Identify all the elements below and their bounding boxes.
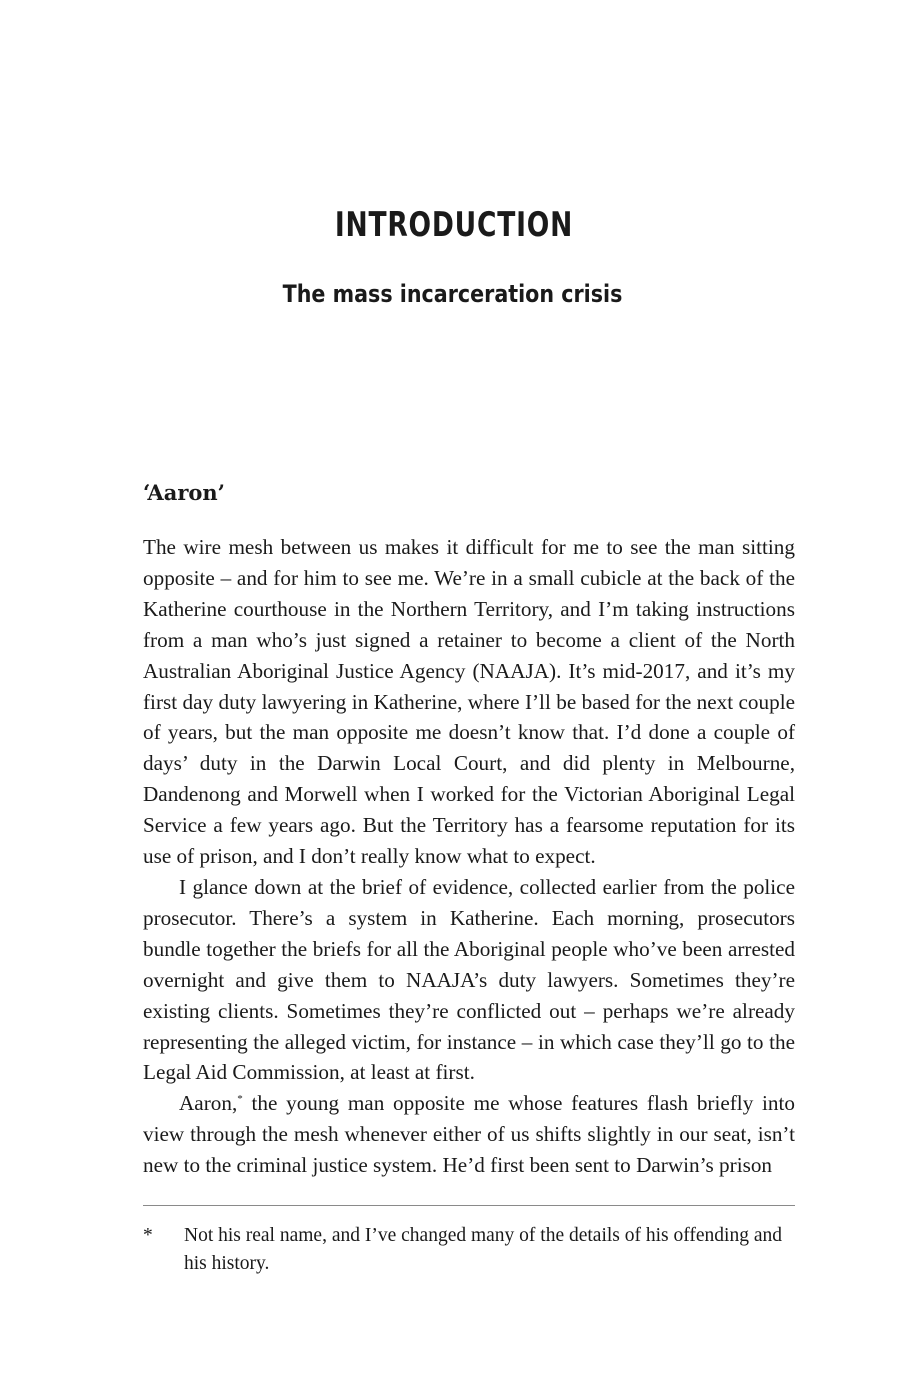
footnote-divider	[143, 1205, 795, 1206]
paragraph-2: I glance down at the brief of evidence, collected earlier from the police prosecutor. There’s a system in Katherine. Each morning, prosecutors bundle together the briefs for all the Aboriginal people who’ve been arrested overnight and give them to NAAJA’s duty lawyers. Sometimes they’re existing clients. Sometimes they’re conflicted out – perhaps we’re already representing the alleged victim, for instance – in which case they’ll go to the Legal Aid Commission, at least at first.	[143, 874, 795, 1085]
section-heading: ‘Aaron’	[143, 480, 225, 505]
footnote	[143, 1222, 795, 1278]
footnote-reference[interactable]: *	[237, 1093, 243, 1106]
paragraph-3-rest: the young man opposite me whose features flash briefly into view through the mesh whenever either of us shifts slightly in our seat, isn’t new to the criminal justice system. He’d first been sent to Darwin’s prison	[143, 1091, 795, 1178]
chapter-subtitle: The mass incarceration crisis	[282, 280, 623, 308]
body-text	[143, 532, 795, 1181]
footnote-marker: *	[143, 1225, 153, 1246]
chapter-title: INTRODUCTION	[334, 205, 574, 245]
paragraph-3-start: Aaron,	[179, 1091, 238, 1116]
paragraph-3	[143, 1088, 795, 1181]
paragraph-1: The wire mesh between us makes it difficult for me to see the man sitting opposite – and for him to see me. We’re in a small cubicle at the back of the Katherine courthouse in the Northern Territory, and I’m taking instructions from a man who’s just signed a retainer to become a client of the North Australian Aboriginal Justice Agency (NAAJA). It’s mid-2017, and it’s my first day duty lawyering in Katherine, where I’ll be based for the next couple of years, but the man opposite me doesn’t know that. I’d done a couple of days’ duty in the Darwin Local Court, and did plenty in Melbourne, Dandenong and Morwell when I worked for the Victorian Aboriginal Legal Service a few years ago. But the Territory has a fearsome reputation for its use of prison, and I don’t really know what to expect.	[143, 535, 795, 869]
footnote-text: Not his real name, and I’ve changed many of the details of his offending and his history.	[184, 1225, 782, 1274]
